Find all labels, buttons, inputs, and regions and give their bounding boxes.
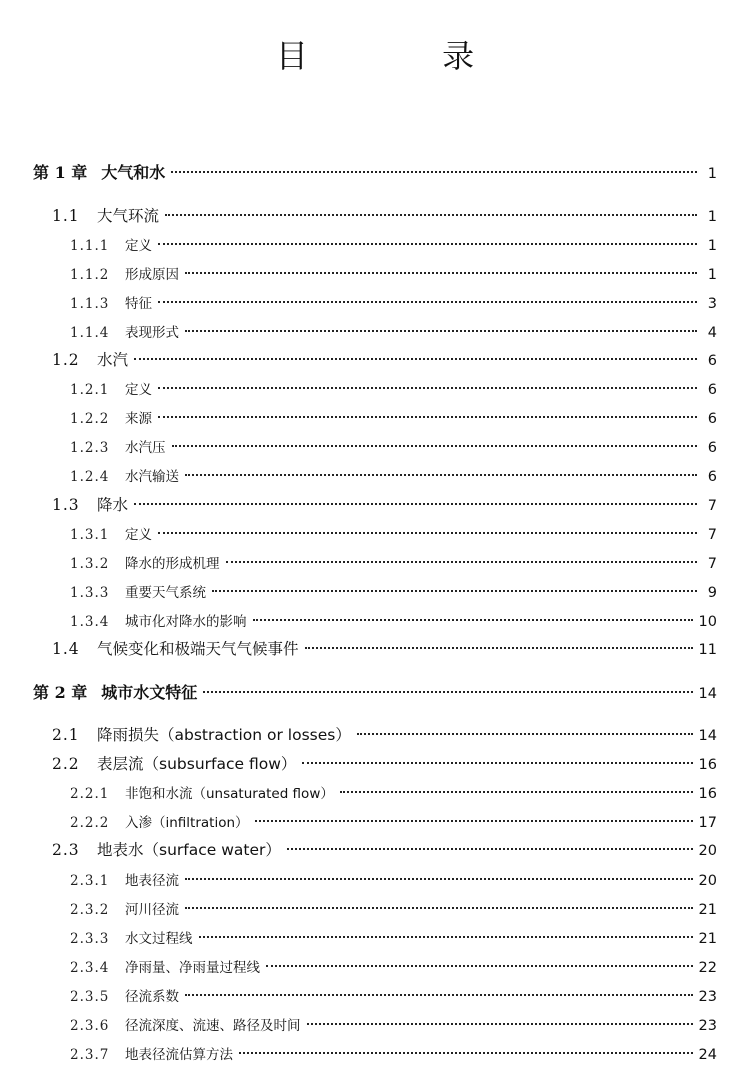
toc-page-number: 3 [707,296,717,312]
toc-page-number: 1 [707,209,717,225]
toc-page-number: 11 [698,642,717,658]
toc-title: 河川径流 [125,902,179,918]
toc-number: 1.3.4 [70,614,110,630]
dot-leader [158,301,697,303]
toc-number: 2.2.1 [70,786,110,802]
toc-page-number: 1 [707,238,717,254]
toc-page-number: 14 [698,728,717,744]
page-title: 目 录 [275,37,537,75]
toc-title: 降雨损失（abstraction or losses） [97,726,351,744]
toc-page-number: 6 [707,440,717,456]
toc-page-number: 6 [707,411,717,427]
dot-leader [158,387,697,389]
dot-leader [185,878,693,880]
toc-subsection-2-2-2[interactable] [70,811,717,831]
toc-number: 1.3.3 [70,585,110,601]
toc-number: 1.2.4 [70,469,110,485]
toc-number: 1.2.1 [70,382,110,398]
dot-leader [305,647,693,649]
toc-number: 1.1.2 [70,267,110,283]
toc-title: 净雨量、净雨量过程线 [125,960,260,976]
toc-subsection-1-2-1[interactable] [70,378,717,398]
toc-subsection-1-1-4[interactable] [70,321,717,341]
toc-page-number: 16 [698,786,717,802]
toc-number: 2.2 [52,755,80,773]
toc-page-number: 16 [698,757,717,773]
toc-subsection-1-2-3[interactable] [70,436,717,456]
toc-number: 2.3.1 [70,873,110,889]
toc-page-number: 17 [698,815,717,831]
toc-title: 水汽压 [125,440,166,456]
dot-leader [185,474,697,476]
toc-number: 1.1.3 [70,296,110,312]
toc-title: 非饱和水流（unsaturated flow） [125,786,334,802]
dot-leader [134,503,697,505]
toc-page-number: 21 [698,931,717,947]
toc-page-number: 21 [698,902,717,918]
dot-leader [185,272,697,274]
toc-title: 形成原因 [125,267,179,283]
toc-page-number: 6 [707,353,717,369]
toc-page-number: 23 [698,1018,717,1034]
toc-page-number: 14 [698,686,717,702]
toc-number: 2.1 [52,726,80,744]
toc-number: 1.1.4 [70,325,110,341]
dot-leader [287,848,693,850]
toc-subsection-2-3-2[interactable] [70,898,717,918]
toc-number: 1.4 [52,640,80,658]
toc-number: 第 1 章 [33,163,88,182]
toc-number: 2.3 [52,841,80,859]
dot-leader [185,330,697,332]
toc-subsection-2-3-4[interactable] [70,956,717,976]
toc-title: 城市水文特征 [101,683,198,702]
toc-chapter-1[interactable] [33,160,717,183]
toc-number: 1.3 [52,496,80,514]
toc-number: 1.1 [52,207,80,225]
dot-leader [172,445,698,447]
toc-number: 2.2.2 [70,815,110,831]
toc-section-2-2[interactable] [52,752,717,774]
toc-subsection-2-3-7[interactable] [70,1043,717,1063]
toc-number: 2.3.3 [70,931,110,947]
toc-page-number: 24 [698,1047,717,1063]
dot-leader [165,214,697,216]
toc-number: 2.3.2 [70,902,110,918]
toc-page-number: 4 [707,325,717,341]
toc-page-number: 20 [698,873,717,889]
toc-number: 第 2 章 [33,683,88,702]
toc-title: 大气和水 [101,163,166,182]
toc-page-number: 20 [698,843,717,859]
toc-title: 大气环流 [97,207,160,225]
toc-number: 1.1.1 [70,238,110,254]
toc-title: 降水的形成机理 [125,556,220,572]
toc-page-number: 23 [698,989,717,1005]
toc-chapter-2[interactable] [33,680,717,703]
toc-title: 重要天气系统 [125,585,206,601]
toc-number: 1.3.2 [70,556,110,572]
toc-title: 气候变化和极端天气气候事件 [97,640,299,658]
toc-title: 水汽输送 [125,469,179,485]
toc-subsection-2-2-1[interactable] [70,782,717,802]
dot-leader [226,561,698,563]
toc-title: 定义 [125,382,152,398]
toc-subsection-2-3-6[interactable] [70,1014,717,1034]
toc-page-number: 7 [707,498,717,514]
toc-page-number: 7 [707,556,717,572]
toc-number: 1.2 [52,351,80,369]
toc-subsection-1-3-3[interactable] [70,581,717,601]
dot-leader [158,416,697,418]
toc-page-number: 1 [707,267,717,283]
dot-leader [203,691,692,693]
toc-subsection-1-1-1[interactable] [70,234,717,254]
toc-title: 水汽 [97,351,129,369]
toc-number: 1.2.3 [70,440,110,456]
toc-subsection-2-3-3[interactable] [70,927,717,947]
toc-section-1-1[interactable] [52,204,717,226]
toc-title: 地表径流 [125,873,179,889]
dot-leader [185,994,693,996]
dot-leader [255,820,693,822]
toc-title: 水文过程线 [125,931,193,947]
toc-title: 定义 [125,238,152,254]
toc-section-2-3[interactable] [52,838,717,860]
toc-subsection-1-3-4[interactable] [70,610,717,630]
toc-subsection-1-2-2[interactable] [70,407,717,427]
toc-title: 径流系数 [125,989,179,1005]
dot-leader [171,171,697,173]
toc-number: 1.2.2 [70,411,110,427]
toc-number: 2.3.6 [70,1018,110,1034]
toc-title: 地表水（surface water） [97,841,281,859]
toc-page-number: 9 [707,585,717,601]
toc-title: 城市化对降水的影响 [125,614,247,630]
toc-page-number: 22 [698,960,717,976]
dot-leader [158,243,697,245]
toc-page-number: 6 [707,469,717,485]
toc-subsection-1-3-2[interactable] [70,552,717,572]
toc-section-1-4[interactable] [52,637,717,659]
dot-leader [158,532,697,534]
dot-leader [239,1052,693,1054]
toc-number: 2.3.5 [70,989,110,1005]
toc-title: 径流深度、流速、路径及时间 [125,1018,301,1034]
toc-subsection-1-1-2[interactable] [70,263,717,283]
toc-title: 降水 [97,496,129,514]
toc-subsection-1-2-4[interactable] [70,465,717,485]
dot-leader [307,1023,693,1025]
toc-title: 地表径流估算方法 [125,1047,233,1063]
toc-title: 定义 [125,527,152,543]
toc-title: 来源 [125,411,152,427]
dot-leader [212,590,697,592]
toc-section-1-3[interactable] [52,493,717,515]
toc-page-number: 1 [707,166,717,182]
dot-leader [134,358,697,360]
toc-title: 表层流（subsurface flow） [97,755,297,773]
dot-leader [340,791,693,793]
toc-subsection-1-1-3[interactable] [70,292,717,312]
toc-section-2-1[interactable] [52,723,717,745]
toc-title: 特征 [125,296,152,312]
dot-leader [302,762,692,764]
toc-number: 2.3.4 [70,960,110,976]
dot-leader [357,733,693,735]
toc-subsection-1-3-1[interactable] [70,523,717,543]
toc-title: 表现形式 [125,325,179,341]
toc-subsection-2-3-5[interactable] [70,985,717,1005]
dot-leader [185,907,693,909]
dot-leader [266,965,693,967]
toc-number: 1.3.1 [70,527,110,543]
toc-number: 2.3.7 [70,1047,110,1063]
toc-page-number: 6 [707,382,717,398]
dot-leader [199,936,693,938]
toc-section-1-2[interactable] [52,348,717,370]
toc-page-number: 10 [698,614,717,630]
toc-title: 入渗（infiltration） [125,815,249,831]
toc-subsection-2-3-1[interactable] [70,869,717,889]
dot-leader [253,619,693,621]
toc-page-number: 7 [707,527,717,543]
